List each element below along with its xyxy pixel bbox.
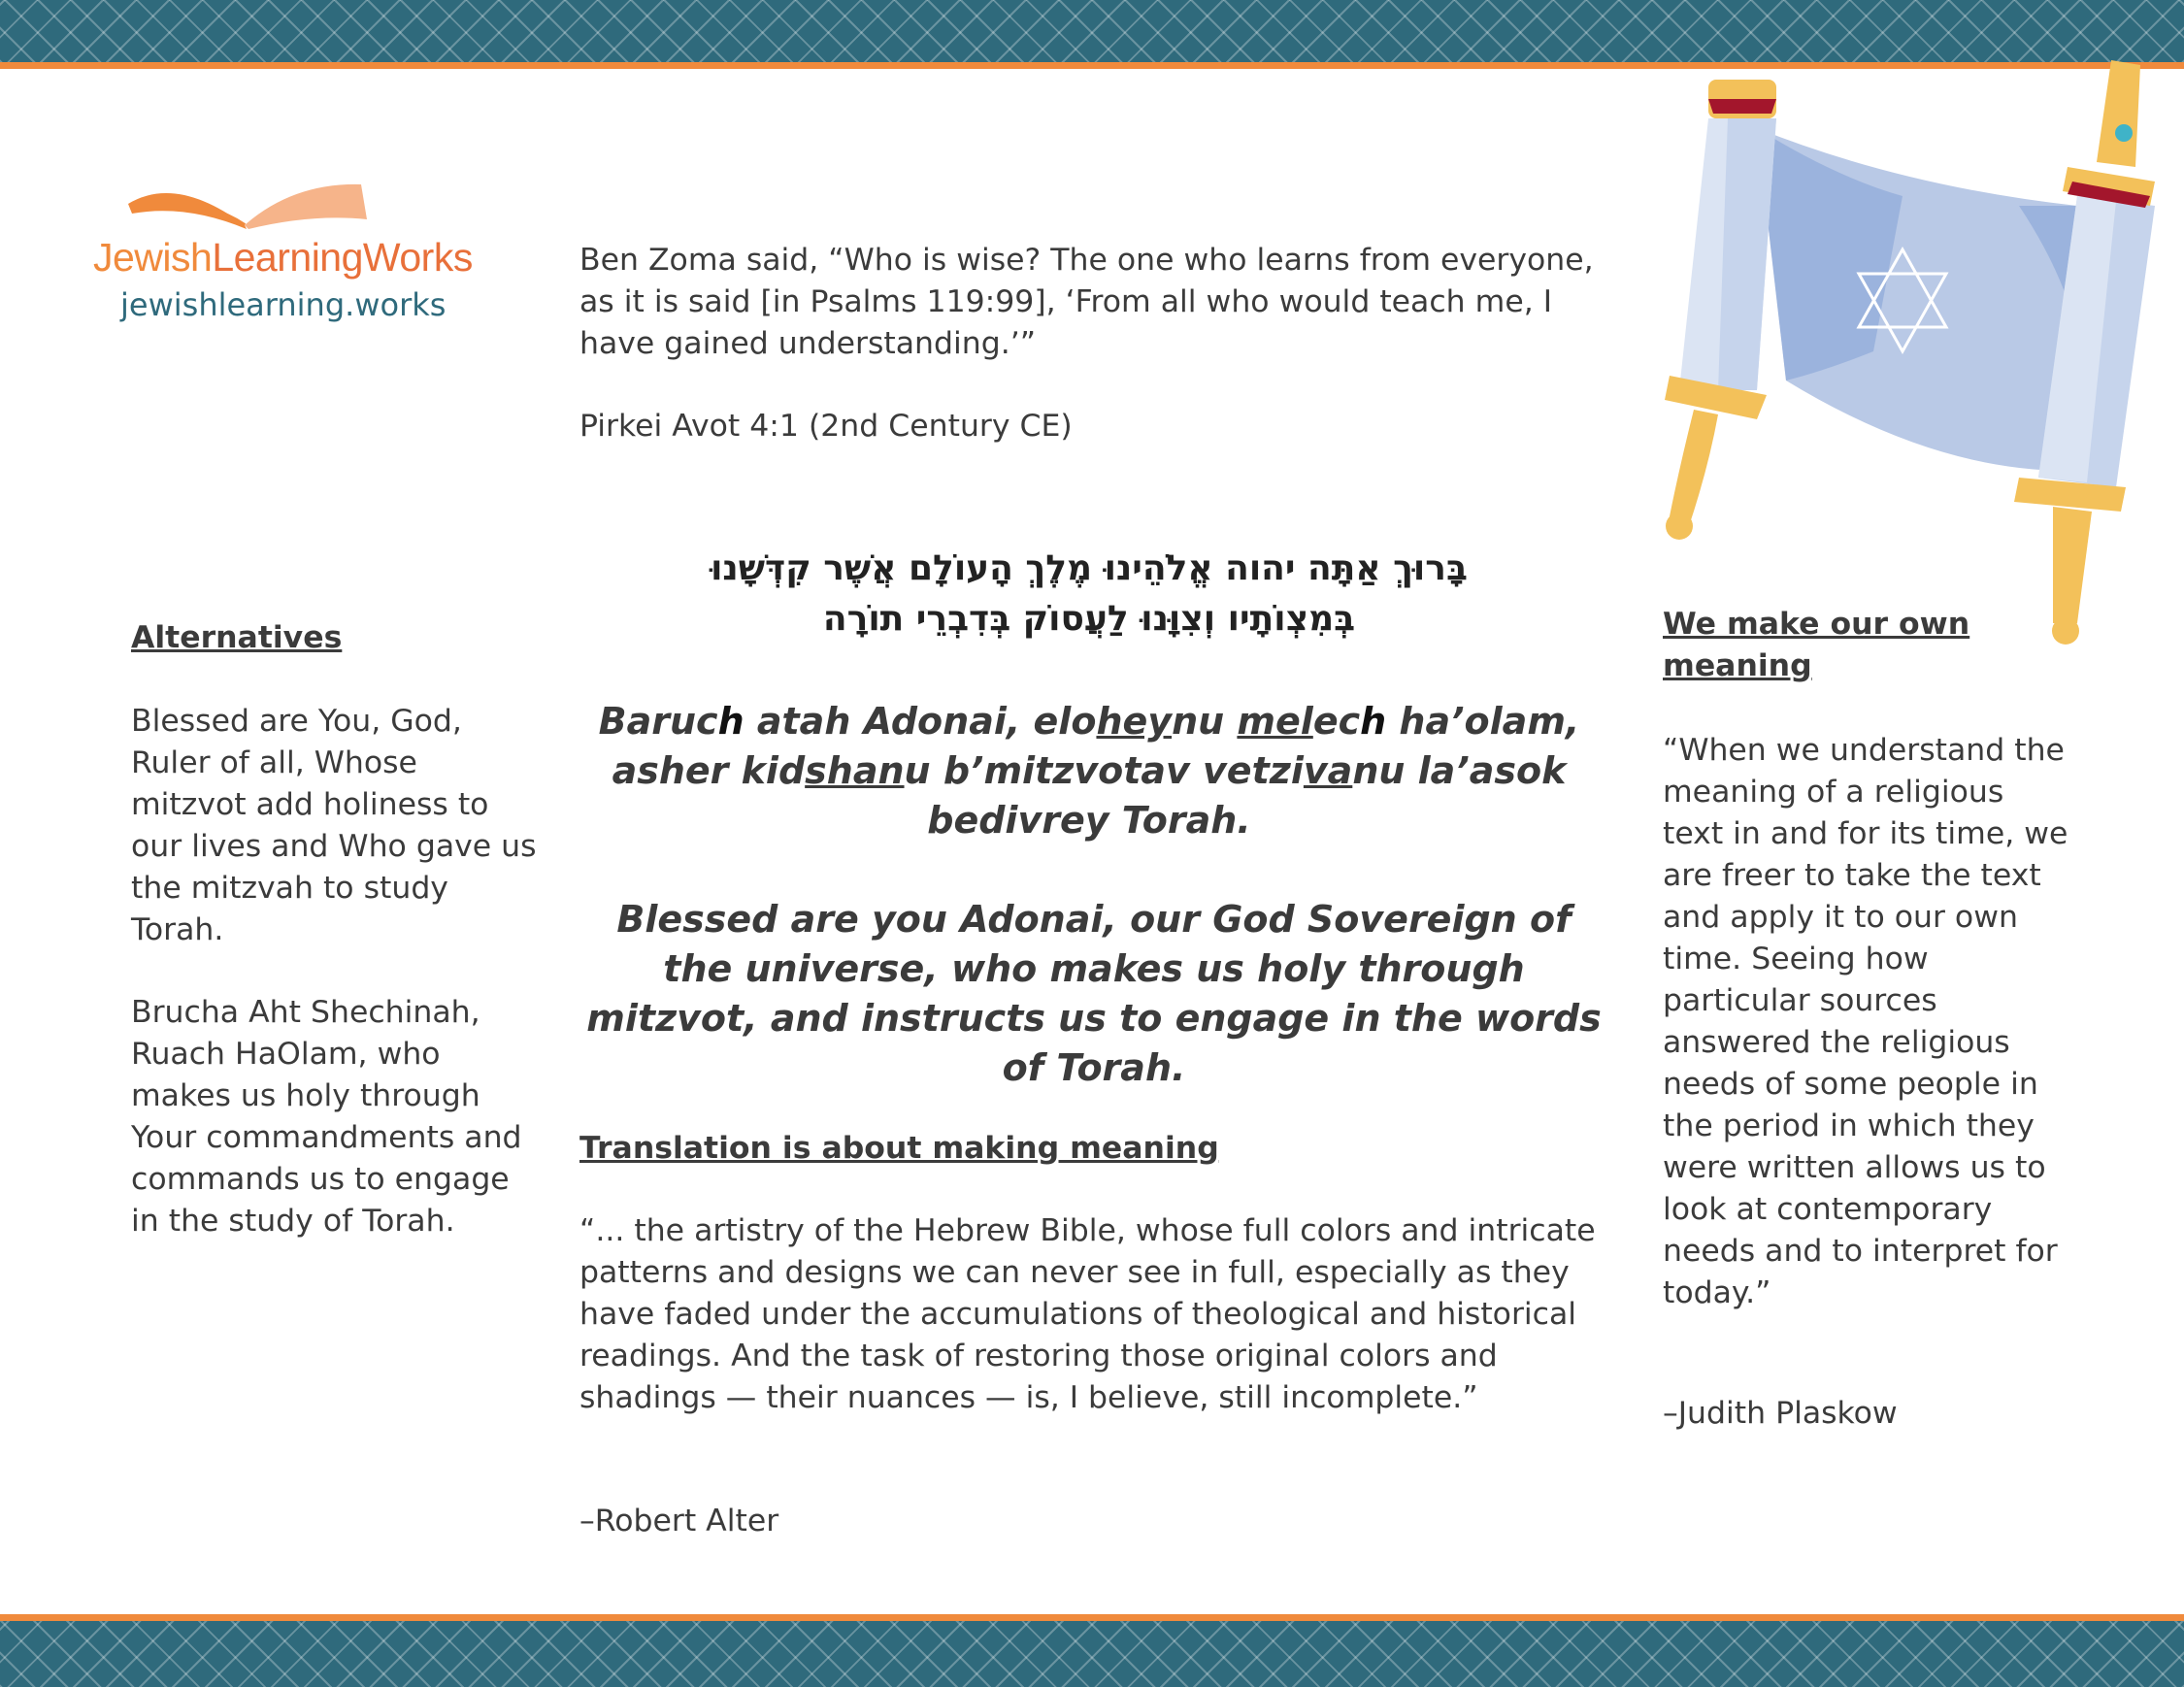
transliteration <box>579 697 1599 845</box>
logo-url[interactable]: jewishlearning.works <box>120 286 447 323</box>
translation-heading: Translation is about making meaning <box>579 1131 1219 1166</box>
meaning-quote: “When we understand the meaning of a religious text in and for its time, we are freer to take the text and apply it to our own time. Seeing how particular sources answered the religious needs of some people in the period in which they were written allows us to look at contemporary needs and to interpret for today.” <box>1663 733 2068 1310</box>
english-blessing: Blessed are you Adonai, our God Sovereign of the universe, who makes us holy through mitzvot, and instructs us to engage in the words of Torah. <box>586 898 1602 1089</box>
hebrew-blessing <box>579 544 1599 645</box>
logo-name-part2: LearningWorks <box>212 235 473 280</box>
translation-source: –Robert Alter <box>579 1504 779 1538</box>
logo <box>93 165 491 323</box>
translit-seg: bedivrey Torah. <box>927 799 1251 842</box>
translit-seg: ec <box>1312 700 1361 743</box>
translit-stress: hey <box>1096 700 1173 743</box>
translit-stress: mel <box>1237 700 1313 743</box>
translit-seg: h <box>1360 700 1387 743</box>
logo-name-part1: Jewish <box>93 235 213 280</box>
alternatives-heading: Alternatives <box>131 620 343 655</box>
translit-stress: va <box>1303 749 1353 792</box>
translation-quote: “... the artistry of the Hebrew Bible, whose full colors and intricate patterns and designs we can never see in full, especially as they have faded under the accumulations of theological and historical readings. And the task of restoring those original colors and shadings — their nuances — is, I believe, still incomplete.” <box>579 1213 1596 1415</box>
alternatives-paragraph-2: Brucha Aht Shechinah, Ruach HaOlam, who makes us holy through Your commandments and commands us to engage in the study of Torah. <box>131 995 522 1239</box>
open-book-icon <box>118 165 371 233</box>
intro-quote: Ben Zoma said, “Who is wise? The one who learns from everyone, as it is said [in Psalms 119:99], ‘From all who would teach me, I have gained understanding.’” <box>579 243 1594 361</box>
translit-seg: nu la’asok <box>1352 749 1567 792</box>
bottom-pattern-band <box>0 1614 2184 1687</box>
translit-seg: ha’olam, <box>1386 700 1580 743</box>
meaning-heading: We make our own meaning <box>1663 607 1970 683</box>
translit-seg: nu <box>1172 700 1238 743</box>
alternatives-paragraph-1: Blessed are You, God, Ruler of all, Whose mitzvot add holiness to our lives and Who gave us the mitzvah to study Torah. <box>131 704 537 947</box>
translit-stress: shan <box>805 749 905 792</box>
hebrew-line-2: בְּמִצְוֹתָיו וְצִוָּנוּ לַעֲסוֹק בְּדִבְרֵי תוֹרָה <box>822 599 1356 639</box>
hebrew-line-1: בָּרוּךְ אַתָּה יהוה אֱלֹהֵינוּ מֶלֶךְ הָעוֹלָם אֲשֶׁר קִדְּשָׁנוּ <box>711 548 1468 588</box>
translit-seg: atah Adonai, elo <box>744 700 1097 743</box>
translit-seg: h <box>717 700 745 743</box>
logo-wordmark <box>93 235 491 281</box>
torah-scroll-icon <box>1611 60 2184 652</box>
top-pattern-band <box>0 0 2184 69</box>
translit-seg: u b’mitzvotav vetzi <box>904 749 1304 792</box>
meaning-source: –Judith Plaskow <box>1663 1396 1898 1431</box>
translit-seg: Baruc <box>598 700 718 743</box>
intro-source: Pirkei Avot 4:1 (2nd Century CE) <box>579 409 1073 444</box>
translit-seg: asher kid <box>612 749 806 792</box>
